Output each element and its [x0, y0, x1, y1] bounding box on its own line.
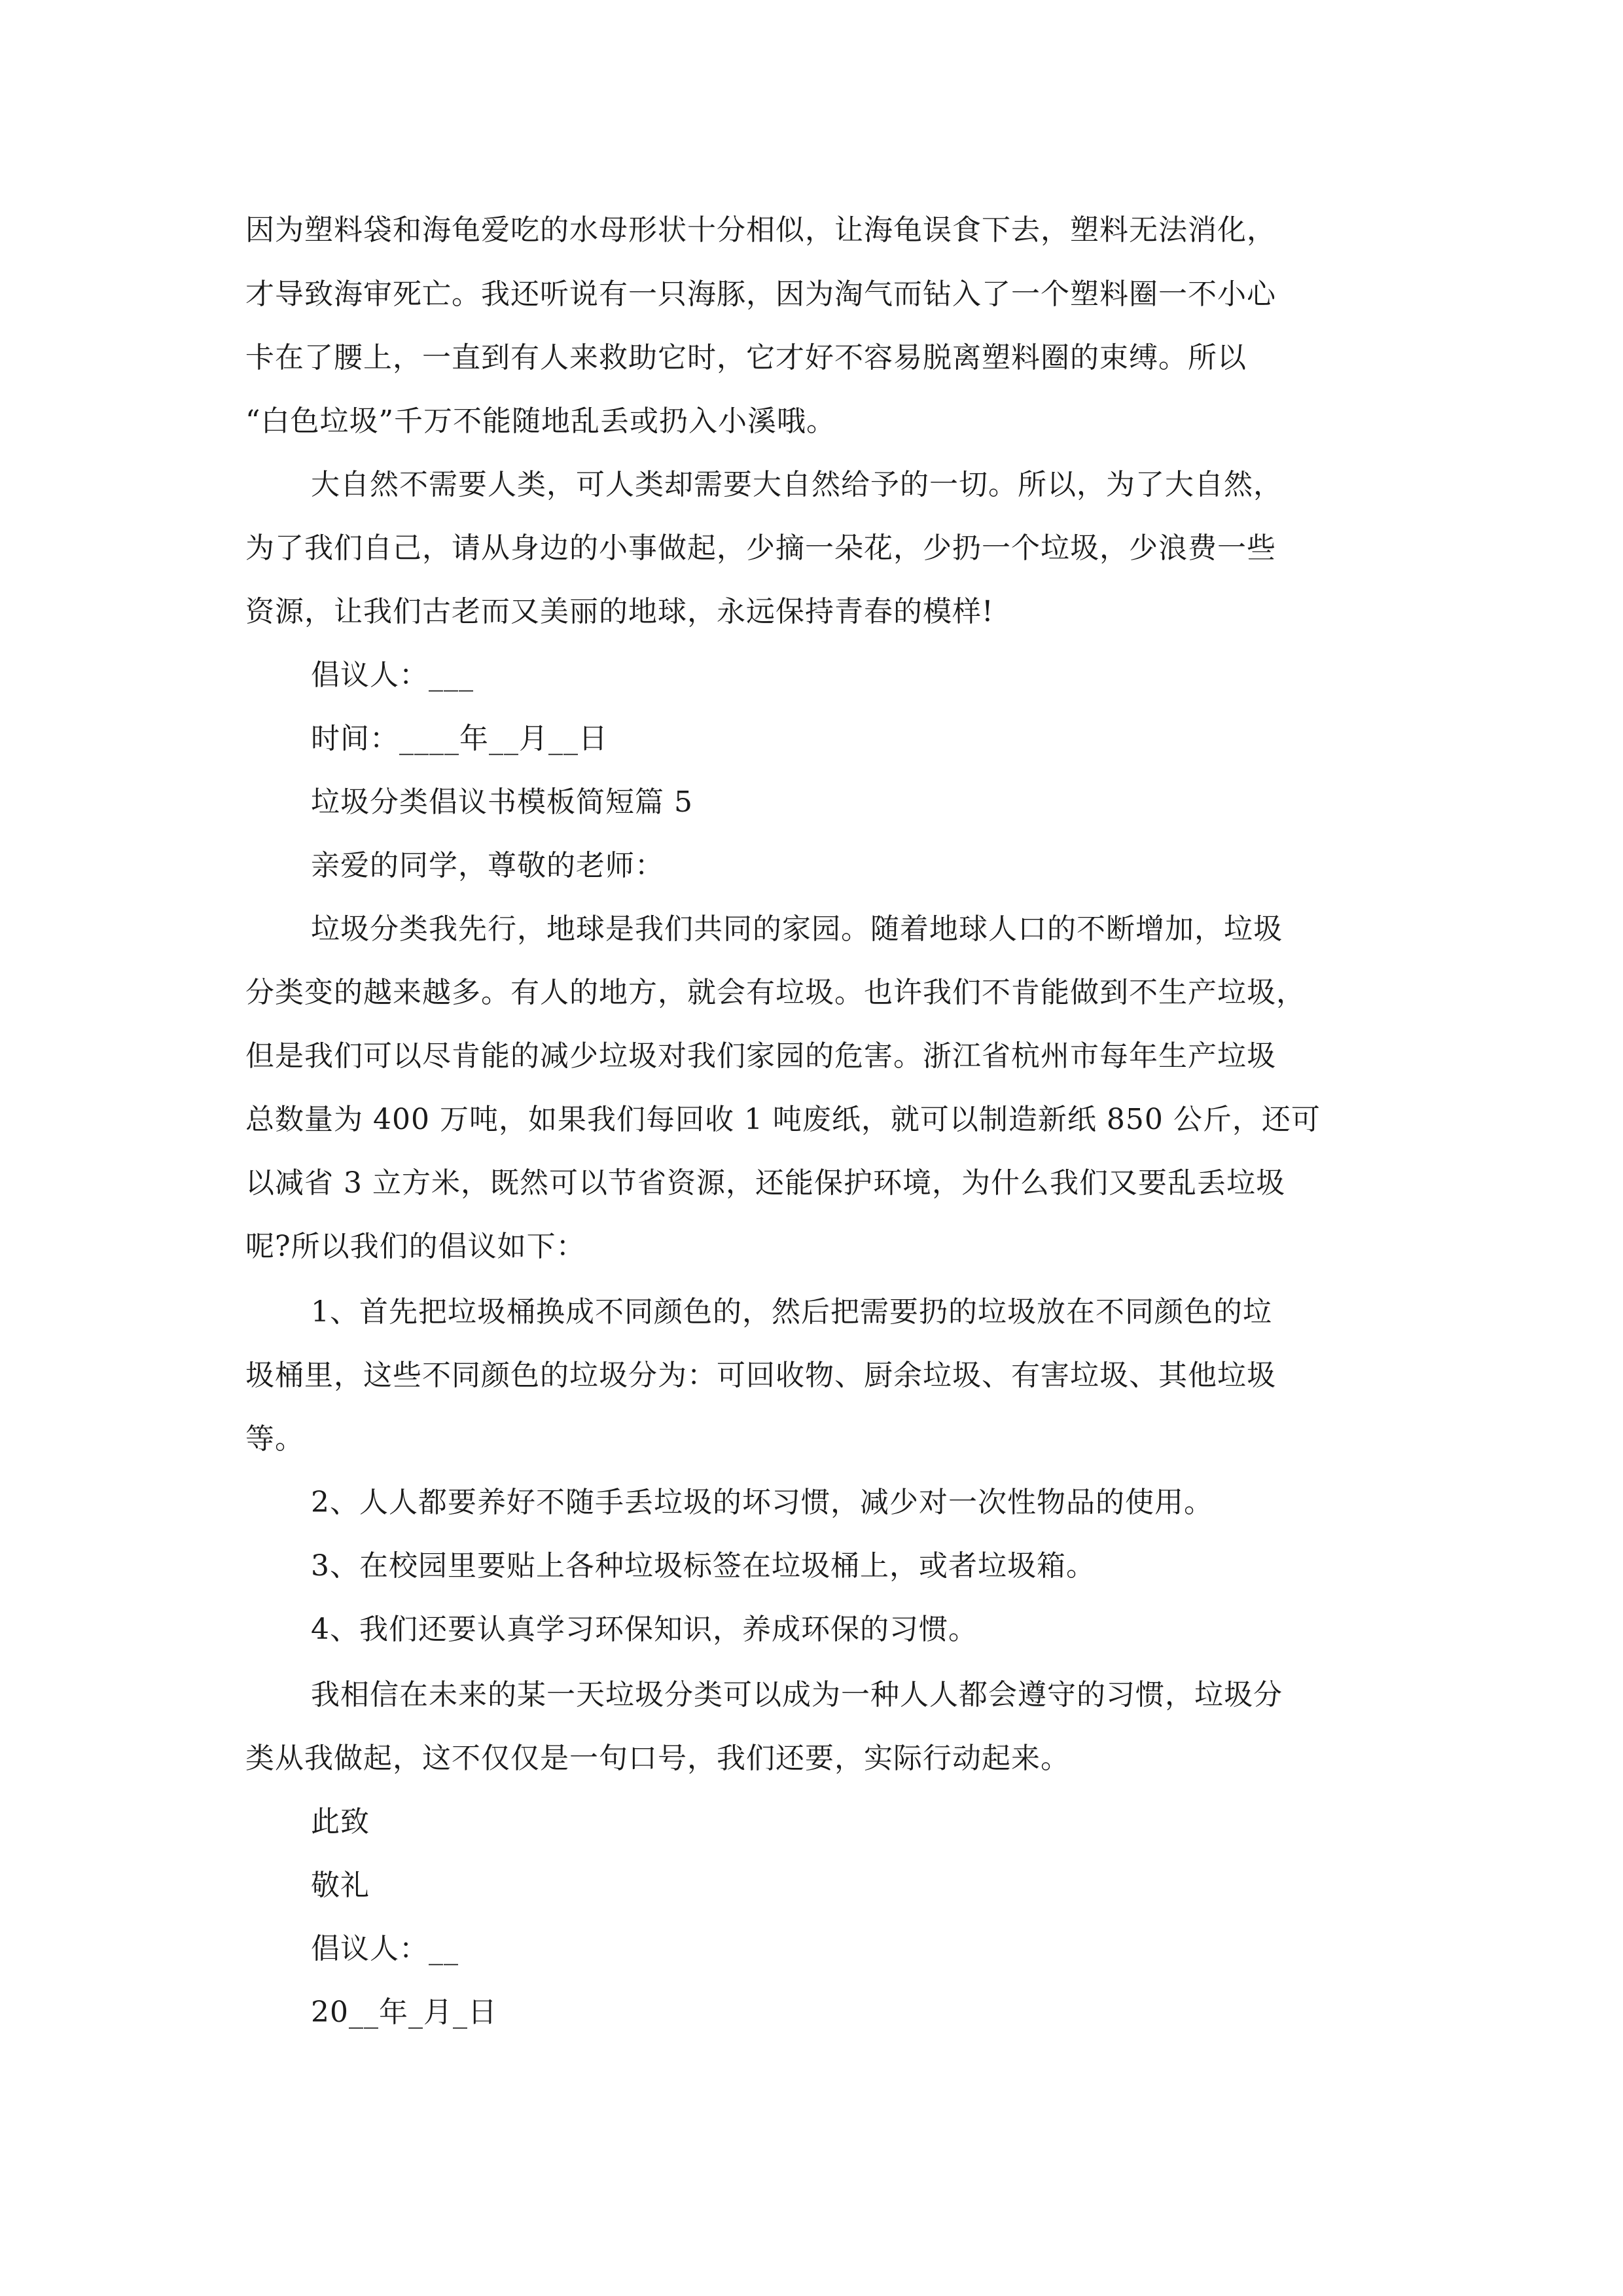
text-line: 20__年_月_日	[311, 1996, 497, 2029]
text-line: 大自然不需要人类，可人类却需要大自然给予的一切。所以，为了大自然，	[311, 468, 1283, 501]
text-line: 卡在了腰上，一直到有人来救助它时，它才好不容易脱离塑料圈的束缚。所以	[245, 341, 1247, 374]
text-line: 2、人人都要养好不随手丢垃圾的坏习惯，减少对一次性物品的使用。	[311, 1486, 1213, 1519]
text-line: 1、首先把垃圾桶换成不同颜色的，然后把需要扔的垃圾放在不同颜色的垃	[311, 1295, 1272, 1329]
text-line: 亲爱的同学，尊敬的老师：	[311, 849, 664, 882]
text-line: 资源，让我们古老而又美丽的地球，永远保持青春的模样!	[245, 595, 994, 628]
section-heading: 垃圾分类倡议书模板简短篇 5	[311, 785, 693, 819]
text-line: 但是我们可以尽肯能的减少垃圾对我们家园的危害。浙江省杭州市每年生产垃圾	[245, 1039, 1276, 1073]
text-line: 我相信在未来的某一天垃圾分类可以成为一种人人都会遵守的习惯，垃圾分	[311, 1678, 1283, 1712]
text-line: 总数量为 400 万吨，如果我们每回收 1 吨废纸，就可以制造新纸 850 公斤，还可	[245, 1103, 1321, 1136]
text-line: 呢?所以我们的倡议如下：	[245, 1230, 586, 1263]
text-line: 以减省 3 立方米，既然可以节省资源，还能保护环境，为什么我们又要乱丢垃圾	[245, 1166, 1285, 1200]
text-line: 为了我们自己，请从身边的小事做起，少摘一朵花，少扔一个垃圾，少浪费一些	[245, 531, 1276, 565]
text-line: 此致	[311, 1805, 370, 1839]
text-line: 等。	[245, 1422, 304, 1456]
text-line: 类从我做起，这不仅仅是一句口号，我们还要，实际行动起来。	[245, 1742, 1070, 1775]
text-line: 才导致海审死亡。我还听说有一只海豚，因为淘气而钻入了一个塑料圈一不小心	[245, 278, 1276, 311]
text-line: 倡议人：__	[311, 1932, 459, 1965]
text-line: 时间：____年__月__日	[311, 722, 608, 755]
text-line: 敬礼	[311, 1869, 370, 1902]
text-line: 3、在校园里要贴上各种垃圾标签在垃圾桶上，或者垃圾箱。	[311, 1549, 1096, 1583]
text-line: 垃圾分类我先行，地球是我们共同的家园。随着地球人口的不断增加，垃圾	[311, 912, 1283, 946]
text-line: 因为塑料袋和海龟爱吃的水母形状十分相似，让海龟误食下去，塑料无法消化，	[245, 213, 1276, 247]
text-line: 4、我们还要认真学习环保知识，养成环保的习惯。	[311, 1613, 978, 1646]
text-line: 圾桶里，这些不同颜色的垃圾分为：可回收物、厨余垃圾、有害垃圾、其他垃圾	[245, 1359, 1276, 1392]
text-line: “白色垃圾”千万不能随地乱丢或扔入小溪哦。	[245, 404, 836, 438]
text-line: 分类变的越来越多。有人的地方，就会有垃圾。也许我们不肯能做到不生产垃圾，	[245, 976, 1306, 1009]
text-line: 倡议人：___	[311, 658, 474, 692]
